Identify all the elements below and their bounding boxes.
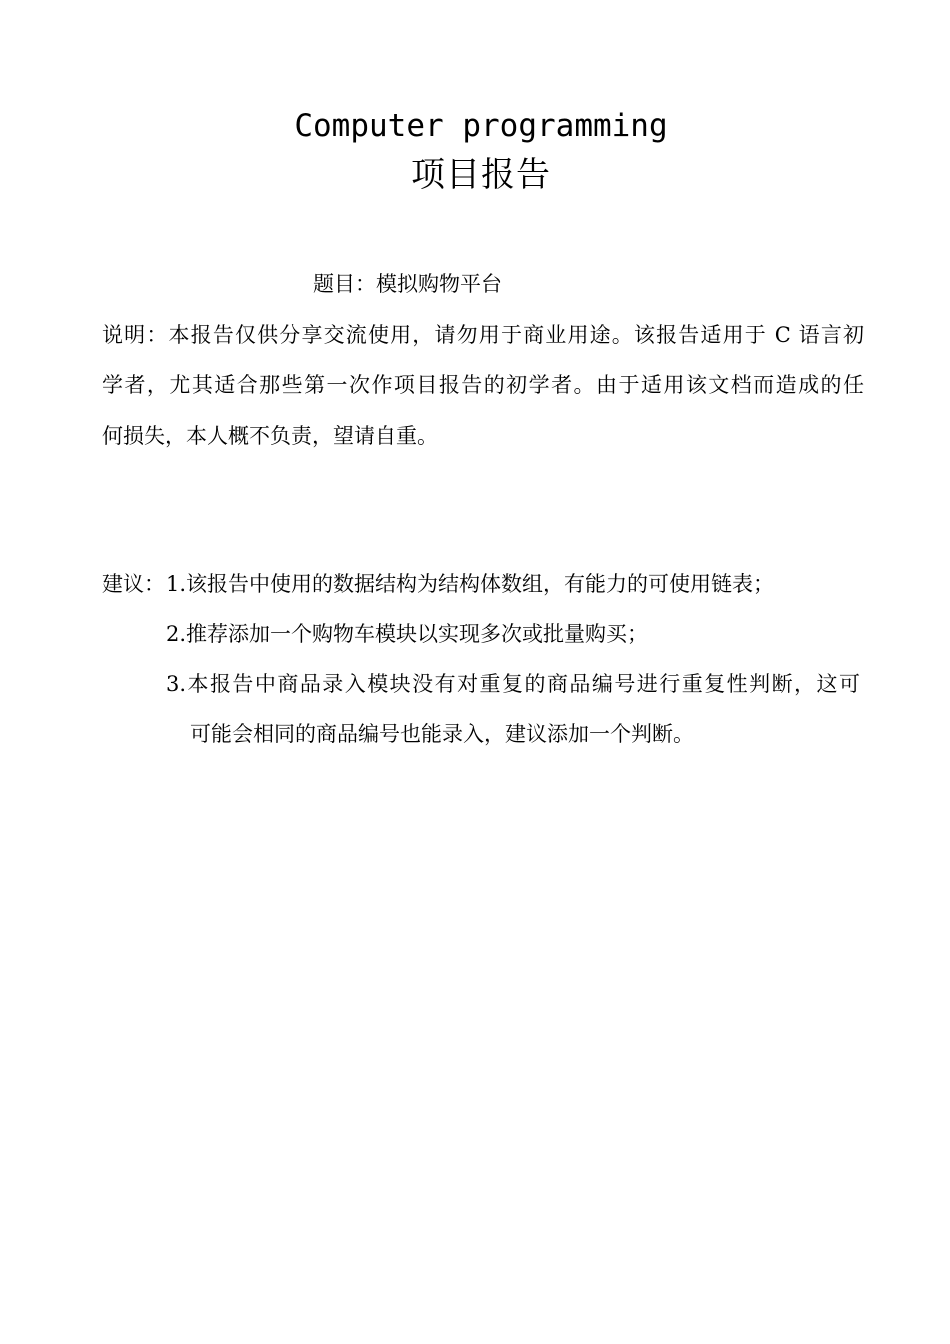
suggestions-label: 建议： <box>102 572 165 596</box>
suggestion-item-3-line-1: 3.本报告中商品录入模块没有对重复的商品编号进行重复性判断，这可 <box>166 672 860 696</box>
title-english: Computer programming <box>294 108 668 144</box>
suggestion-item-3-line-2: 可能会相同的商品编号也能录入，建议添加一个判断。 <box>190 722 694 746</box>
description-line-2: 学者，尤其适合那些第一次作项目报告的初学者。由于适用该文档而造成的任 <box>102 373 864 397</box>
subject-line: 题目：模拟购物平台 <box>313 272 502 296</box>
suggestion-item-1: 1.该报告中使用的数据结构为结构体数组，有能力的可使用链表； <box>166 572 775 596</box>
suggestion-item-2: 2.推荐添加一个购物车模块以实现多次或批量购买； <box>166 622 649 646</box>
title-chinese: 项目报告 <box>411 155 551 195</box>
description-line-3: 何损失，本人概不负责，望请自重。 <box>102 424 438 448</box>
description-line-1: 说明：本报告仅供分享交流使用，请勿用于商业用途。该报告适用于 C 语言初 <box>102 323 864 347</box>
